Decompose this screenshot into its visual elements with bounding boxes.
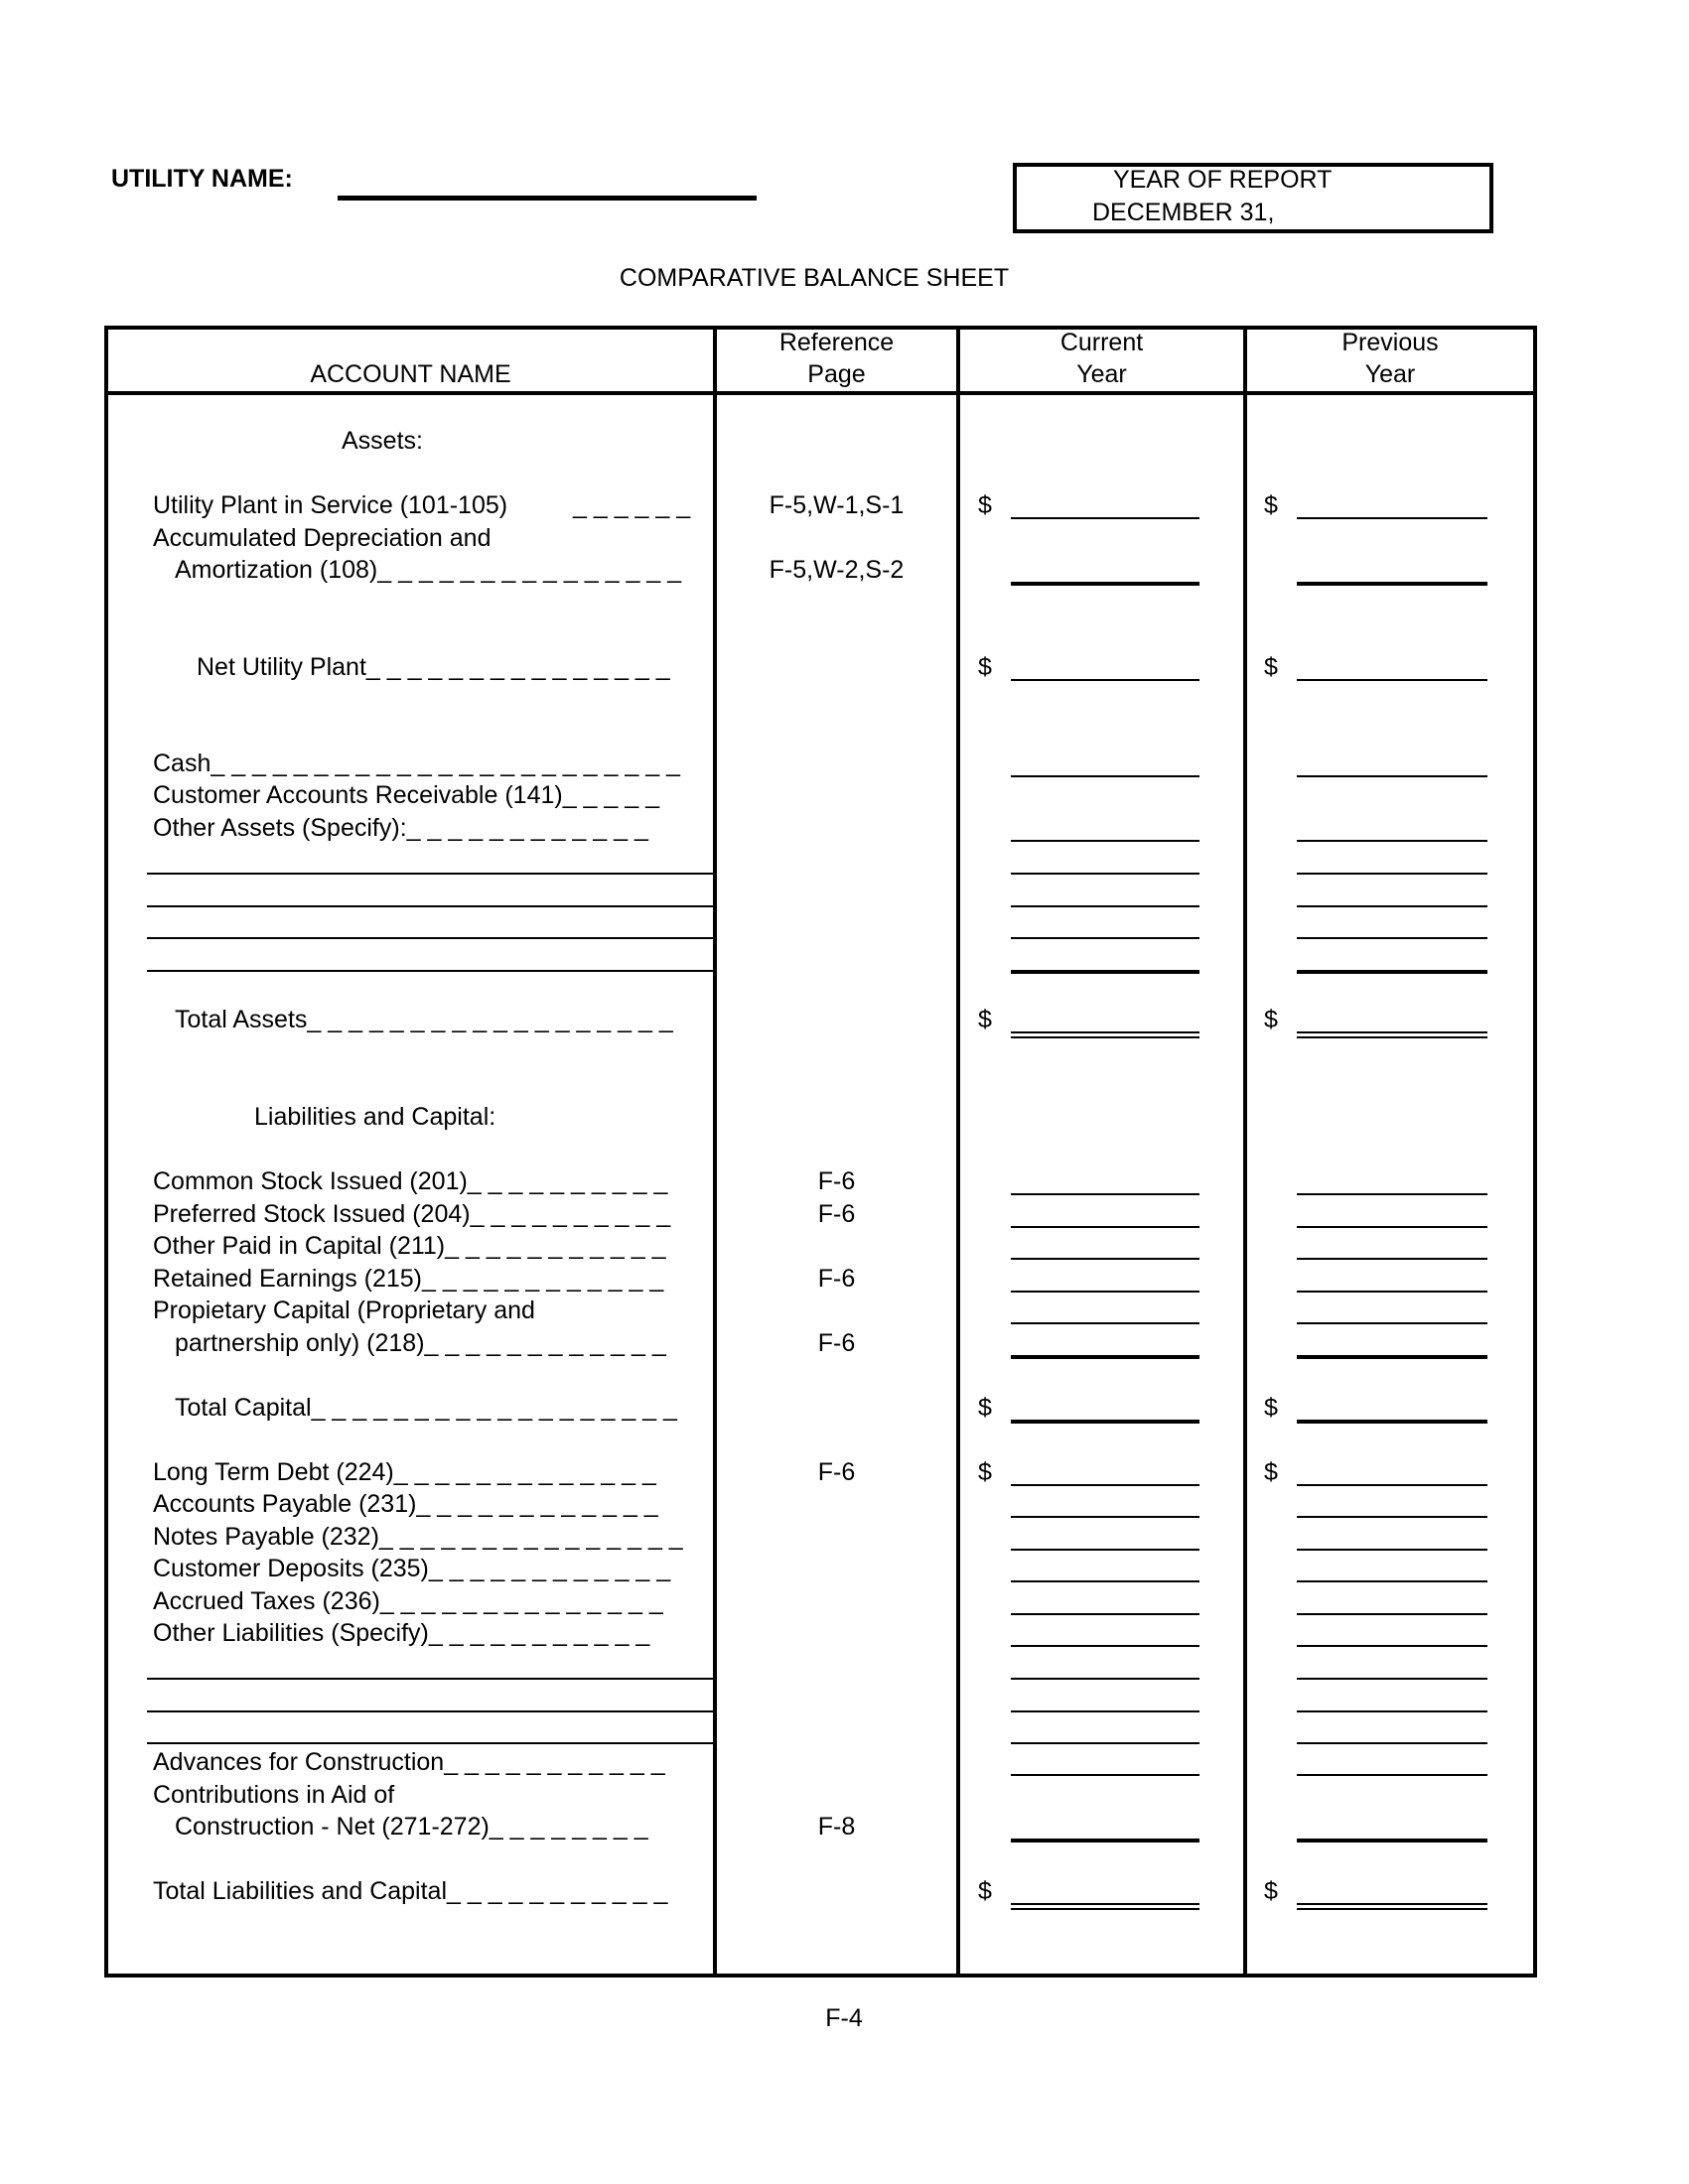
other-paid-capital-label: Other Paid in Capital (211)_ _ _ _ _ _ _ _ _ _ _	[153, 1232, 666, 1260]
amount-line-current-total[interactable]	[1011, 1903, 1199, 1910]
year-of-report-label: YEAR OF REPORT	[1113, 166, 1333, 194]
amount-line-current[interactable]	[1011, 1580, 1199, 1582]
amount-line-previous[interactable]	[1297, 1678, 1487, 1680]
utility-plant-label: Utility Plant in Service (101-105)	[153, 491, 508, 519]
utility-plant-leader: _ _ _ _ _ _	[573, 491, 691, 519]
amount-line-current[interactable]	[1011, 1613, 1199, 1615]
amount-line-previous[interactable]	[1297, 1322, 1487, 1324]
other-assets-specify-line[interactable]	[147, 937, 713, 939]
total-capital-label: Total Capital_ _ _ _ _ _ _ _ _ _ _ _ _ _ _ _ _ _	[175, 1394, 677, 1422]
amount-line-previous[interactable]	[1297, 679, 1487, 681]
advances-construction-label: Advances for Construction_ _ _ _ _ _ _ _ _ _ _	[153, 1748, 665, 1776]
header-divider	[104, 391, 1537, 395]
proprietary-capital-label-cont: partnership only) (218)_ _ _ _ _ _ _ _ _ _ _ _	[175, 1329, 666, 1357]
other-liabilities-specify-line[interactable]	[147, 1678, 713, 1680]
amount-line-previous[interactable]	[1297, 1774, 1487, 1776]
amount-line-previous[interactable]	[1297, 775, 1487, 777]
amount-line-previous[interactable]	[1297, 1710, 1487, 1712]
amount-line-previous[interactable]	[1297, 1549, 1487, 1551]
amount-line-current[interactable]	[1011, 1322, 1199, 1324]
long-term-debt-ref: F-6	[817, 1458, 856, 1486]
amount-line-current[interactable]	[1011, 775, 1199, 777]
amount-line-current[interactable]	[1011, 1549, 1199, 1551]
amount-line-previous[interactable]	[1297, 582, 1487, 586]
other-assets-specify-line[interactable]	[147, 873, 713, 875]
amount-line-current[interactable]	[1011, 1516, 1199, 1518]
utility-plant-ref: F-5,W-1,S-1	[769, 491, 905, 519]
amount-line-current[interactable]	[1011, 937, 1199, 939]
amount-line-previous[interactable]	[1297, 873, 1487, 875]
utility-name-label: UTILITY NAME:	[111, 165, 293, 193]
amount-line-current[interactable]	[1011, 517, 1199, 519]
amount-line-current[interactable]	[1011, 970, 1199, 974]
amount-line-previous[interactable]	[1297, 1645, 1487, 1647]
amount-line-current[interactable]	[1011, 1193, 1199, 1195]
other-liabilities-label: Other Liabilities (Specify)_ _ _ _ _ _ _ _ _ _ _	[153, 1619, 650, 1647]
page-number: F-4	[825, 2004, 863, 2032]
amount-line-current[interactable]	[1011, 1774, 1199, 1776]
other-assets-specify-line[interactable]	[147, 905, 713, 907]
amount-line-previous[interactable]	[1297, 1226, 1487, 1228]
amount-line-previous[interactable]	[1297, 1839, 1487, 1843]
dollar-sign: $	[1264, 1006, 1278, 1033]
amount-line-current[interactable]	[1011, 873, 1199, 875]
net-plant-label: Net Utility Plant_ _ _ _ _ _ _ _ _ _ _ _ _ _ _	[197, 653, 670, 681]
proprietary-capital-ref: F-6	[817, 1329, 856, 1357]
dollar-sign: $	[978, 491, 992, 519]
accum-dep-label: Accumulated Depreciation and	[153, 524, 492, 552]
ciac-label-cont: Construction - Net (271-272)_ _ _ _ _ _ _ _	[175, 1813, 648, 1841]
column-header-reference: Reference	[778, 329, 895, 356]
dollar-sign: $	[978, 1877, 992, 1905]
ciac-label: Contributions in Aid of	[153, 1781, 395, 1809]
preferred-stock-ref: F-6	[817, 1200, 856, 1228]
amount-line-current[interactable]	[1011, 1484, 1199, 1486]
amount-line-previous-total[interactable]	[1297, 1903, 1487, 1910]
amount-line-current[interactable]	[1011, 1742, 1199, 1744]
accum-dep-label-cont: Amortization (108)_ _ _ _ _ _ _ _ _ _ _ _ _ _ _	[175, 556, 682, 584]
other-liabilities-specify-line[interactable]	[147, 1710, 713, 1712]
preferred-stock-label: Preferred Stock Issued (204)_ _ _ _ _ _ _ _ _ _	[153, 1200, 671, 1228]
accum-dep-ref: F-5,W-2,S-2	[769, 556, 905, 584]
amount-line-previous[interactable]	[1297, 937, 1487, 939]
amount-line-previous[interactable]	[1297, 517, 1487, 519]
common-stock-ref: F-6	[817, 1167, 856, 1195]
amount-line-current[interactable]	[1011, 840, 1199, 842]
assets-heading: Assets:	[342, 427, 423, 455]
common-stock-label: Common Stock Issued (201)_ _ _ _ _ _ _ _ _ _	[153, 1167, 668, 1195]
utility-name-field[interactable]	[338, 196, 757, 201]
dollar-sign: $	[978, 1006, 992, 1033]
amount-line-current[interactable]	[1011, 679, 1199, 681]
other-assets-specify-line[interactable]	[147, 970, 713, 972]
dollar-sign: $	[978, 653, 992, 681]
amount-line-previous[interactable]	[1297, 1291, 1487, 1293]
retained-earnings-label: Retained Earnings (215)_ _ _ _ _ _ _ _ _ _ _ _	[153, 1265, 664, 1293]
amount-line-previous[interactable]	[1297, 1613, 1487, 1615]
total-assets-label: Total Assets_ _ _ _ _ _ _ _ _ _ _ _ _ _ _ _ _ _	[175, 1006, 673, 1033]
cash-label: Cash_ _ _ _ _ _ _ _ _ _ _ _ _ _ _ _ _ _ _ _ _ _ _	[153, 750, 680, 777]
amount-line-previous[interactable]	[1297, 970, 1487, 974]
december-31-label: DECEMBER 31,	[1092, 199, 1275, 226]
amount-line-current-total[interactable]	[1011, 1031, 1199, 1038]
notes-payable-label: Notes Payable (232)_ _ _ _ _ _ _ _ _ _ _ _ _ _ _	[153, 1523, 683, 1551]
retained-earnings-ref: F-6	[817, 1265, 856, 1293]
amount-line-current[interactable]	[1011, 905, 1199, 907]
column-header-current-year: Year	[1076, 360, 1127, 388]
amount-line-current[interactable]	[1011, 1291, 1199, 1293]
customer-deposits-label: Customer Deposits (235)_ _ _ _ _ _ _ _ _ _ _ _	[153, 1555, 671, 1582]
amount-line-previous[interactable]	[1297, 1355, 1487, 1359]
ciac-ref: F-8	[817, 1813, 856, 1841]
accrued-taxes-label: Accrued Taxes (236)_ _ _ _ _ _ _ _ _ _ _ _ _ _	[153, 1587, 663, 1615]
column-divider-3	[1243, 326, 1247, 1978]
column-header-current: Current	[1059, 329, 1144, 356]
long-term-debt-label: Long Term Debt (224)_ _ _ _ _ _ _ _ _ _ _ _ _	[153, 1458, 656, 1486]
dollar-sign: $	[1264, 1877, 1278, 1905]
amount-line-previous[interactable]	[1297, 1258, 1487, 1260]
amount-line-previous[interactable]	[1297, 905, 1487, 907]
other-assets-label: Other Assets (Specify):_ _ _ _ _ _ _ _ _ _ _ _	[153, 814, 648, 842]
amount-line-current[interactable]	[1011, 1710, 1199, 1712]
amount-line-previous[interactable]	[1297, 1516, 1487, 1518]
amount-line-previous[interactable]	[1297, 1742, 1487, 1744]
dollar-sign: $	[1264, 1458, 1278, 1486]
amount-line-current[interactable]	[1011, 582, 1199, 586]
total-liabilities-capital-label: Total Liabilities and Capital_ _ _ _ _ _ _ _ _ _ _	[153, 1877, 668, 1905]
amount-line-current[interactable]	[1011, 1645, 1199, 1647]
dollar-sign: $	[978, 1394, 992, 1422]
amount-line-current[interactable]	[1011, 1226, 1199, 1228]
amount-line-previous[interactable]	[1297, 1580, 1487, 1582]
column-header-previous: Previous	[1341, 329, 1439, 356]
amount-line-previous[interactable]	[1297, 840, 1487, 842]
amount-line-current[interactable]	[1011, 1420, 1199, 1424]
dollar-sign: $	[978, 1458, 992, 1486]
column-header-reference-page: Page	[807, 360, 866, 388]
amount-line-previous[interactable]	[1297, 1420, 1487, 1424]
proprietary-capital-label: Propietary Capital (Proprietary and	[153, 1297, 535, 1324]
amount-line-current[interactable]	[1011, 1258, 1199, 1260]
page-title: COMPARATIVE BALANCE SHEET	[619, 264, 1010, 292]
amount-line-previous[interactable]	[1297, 1484, 1487, 1486]
amount-line-current[interactable]	[1011, 1355, 1199, 1359]
amount-line-current[interactable]	[1011, 1678, 1199, 1680]
amount-line-previous-total[interactable]	[1297, 1031, 1487, 1038]
amount-line-current[interactable]	[1011, 1839, 1199, 1843]
column-header-account-name: ACCOUNT NAME	[310, 360, 511, 388]
dollar-sign: $	[1264, 1394, 1278, 1422]
column-header-previous-year: Year	[1364, 360, 1416, 388]
column-divider-2	[956, 326, 960, 1978]
customer-ar-label: Customer Accounts Receivable (141)_ _ _ _ _	[153, 781, 659, 809]
dollar-sign: $	[1264, 653, 1278, 681]
amount-line-previous[interactable]	[1297, 1193, 1487, 1195]
other-liabilities-specify-line[interactable]	[147, 1742, 713, 1744]
accounts-payable-label: Accounts Payable (231)_ _ _ _ _ _ _ _ _ _ _ _	[153, 1490, 658, 1518]
liabilities-heading: Liabilities and Capital:	[254, 1103, 496, 1131]
dollar-sign: $	[1264, 491, 1278, 519]
